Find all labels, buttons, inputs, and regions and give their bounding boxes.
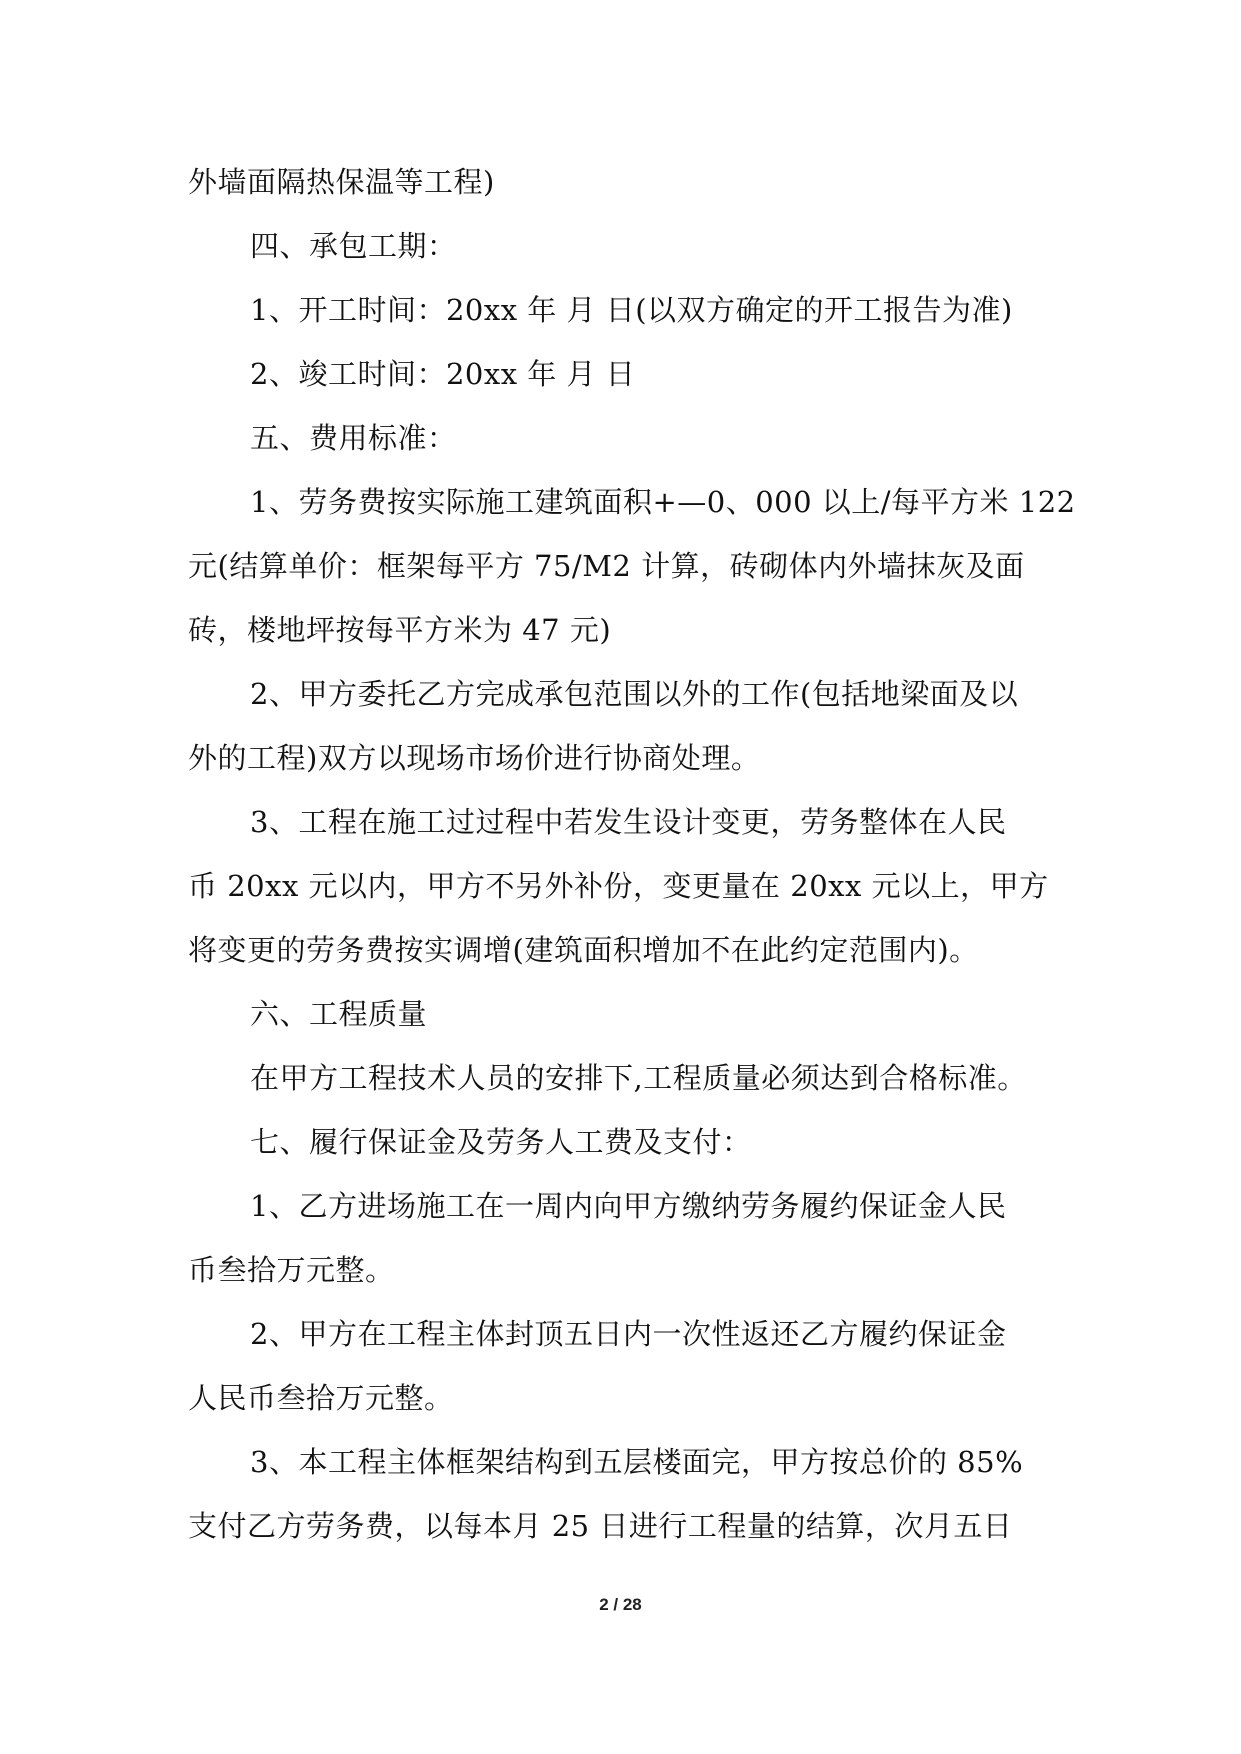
text-line: 将变更的劳务费按实调增(建筑面积增加不在此约定范围内)。	[188, 933, 979, 967]
text-line: 2、甲方委托乙方完成承包范围以外的工作(包括地梁面及以	[250, 677, 1019, 711]
text-line: 1、劳务费按实际施工建筑面积+—0、000 以上/每平方米 122	[250, 485, 1076, 519]
text-line: 砖，楼地坪按每平方米为 47 元)	[188, 613, 612, 647]
text-line: 3、工程在施工过过程中若发生设计变更，劳务整体在人民	[250, 805, 1007, 839]
text-line: 1、开工时间：20xx 年 月 日(以双方确定的开工报告为准)	[250, 293, 1013, 327]
text-line: 2、甲方在工程主体封顶五日内一次性返还乙方履约保证金	[250, 1317, 1007, 1351]
text-line: 币 20xx 元以内，甲方不另外补份，变更量在 20xx 元以上，甲方	[188, 869, 1049, 903]
text-line: 币叁拾万元整。	[188, 1253, 395, 1287]
section-heading-fee-standard: 五、费用标准：	[250, 421, 457, 455]
text-line: 外墙面隔热保温等工程)	[188, 165, 495, 199]
text-line: 1、乙方进场施工在一周内向甲方缴纳劳务履约保证金人民	[250, 1189, 1007, 1223]
text-line: 外的工程)双方以现场市场价进行协商处理。	[188, 741, 761, 775]
text-line: 人民币叁拾万元整。	[188, 1381, 454, 1415]
text-line: 在甲方工程技术人员的安排下,工程质量必须达到合格标准。	[250, 1061, 1027, 1095]
text-line: 元(结算单价：框架每平方 75/M2 计算，砖砌体内外墙抹灰及面	[188, 549, 1025, 583]
page-number: 2 / 28	[599, 1595, 642, 1614]
section-heading-quality: 六、工程质量	[250, 997, 428, 1031]
text-line: 3、本工程主体框架结构到五层楼面完，甲方按总价的 85%	[250, 1445, 1024, 1479]
text-line: 2、竣工时间：20xx 年 月 日	[250, 357, 636, 391]
document-body	[188, 150, 1076, 1558]
section-heading-construction-period: 四、承包工期：	[250, 229, 457, 263]
text-line: 支付乙方劳务费，以每本月 25 日进行工程量的结算，次月五日	[188, 1509, 1013, 1543]
section-heading-deposit-payment: 七、履行保证金及劳务人工费及支付：	[250, 1125, 752, 1159]
